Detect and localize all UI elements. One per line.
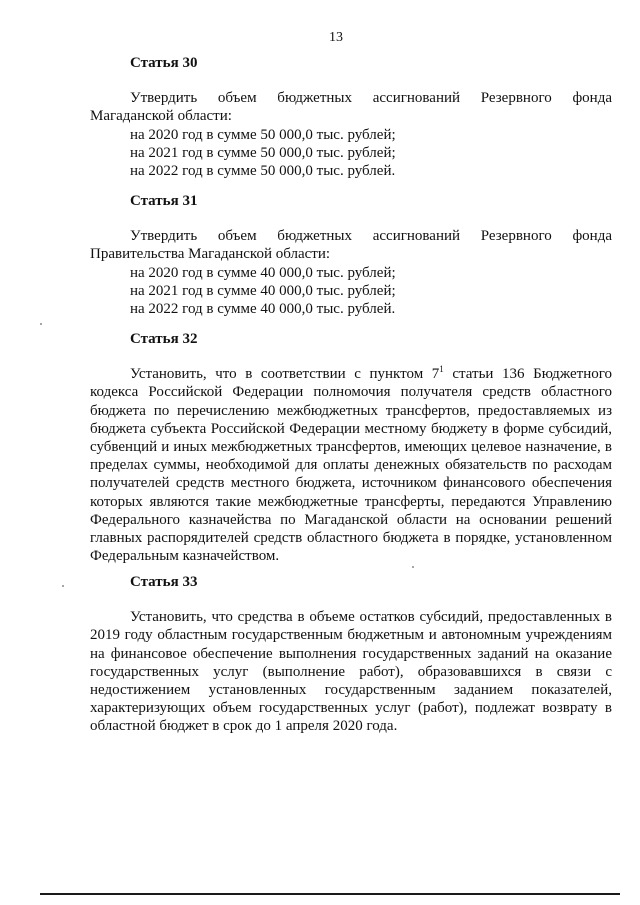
bottom-edge-line	[40, 893, 620, 895]
article-33	[90, 573, 612, 736]
budget-line: на 2021 год в сумме 40 000,0 тыс. рублей;	[130, 282, 396, 299]
article-paragraph: Утвердить объем бюджетных ассигнований Резервного фонда Магаданской области:	[90, 90, 612, 125]
article-paragraph: Утвердить объем бюджетных ассигнований Резервного фонда Правительства Магаданской области:	[90, 228, 612, 263]
article-30	[90, 54, 612, 180]
article-heading: Статья 31	[130, 193, 198, 209]
article-31	[90, 192, 612, 318]
article-heading: Статья 32	[130, 331, 198, 347]
budget-line: на 2022 год в сумме 50 000,0 тыс. рублей.	[130, 163, 396, 180]
article-heading: Статья 33	[130, 574, 198, 590]
article-paragraph	[90, 365, 612, 565]
page-number: 13	[329, 30, 343, 45]
article-heading: Статья 30	[130, 55, 198, 71]
article-32	[90, 330, 612, 565]
scan-speck	[412, 566, 414, 568]
superscript: 1	[439, 364, 444, 375]
budget-line: на 2020 год в сумме 50 000,0 тыс. рублей;	[130, 126, 396, 143]
budget-line: на 2020 год в сумме 40 000,0 тыс. рублей;	[130, 264, 396, 281]
article-paragraph: Установить, что средства в объеме остатков субсидий, предоставленных в 2019 году областным государственным бюджетным и автономным учреждениям на финансовое обеспечение выполнения государственных заданий на оказание государственных услуг (выполнение работ), образовавшихся в связи с недостижением установленных государственным заданием показателей, характеризующих объем государственных услуг (работ), подлежат возврату в областной бюджет в срок до 1 апреля 2020 года.	[90, 609, 612, 735]
budget-line: на 2022 год в сумме 40 000,0 тыс. рублей.	[130, 301, 396, 318]
paragraph-text: статьи 136 Бюджетного кодекса Российской Федерации полномочия получателя средств областного бюджета по перечислению межбюджетных трансфертов, предоставляемых из бюджета субъекта Российской Федерации местному бюджету в форме субсидий, субвенций и иных межбюджетных трансфертов, имеющих целевое назначение, в пределах суммы, необходимой для оплаты денежных обязательств по расходам получателей средств местного бюджета, источником финансового обеспечения которых являются такие межбюджетные трансферты, передаются Управлению Федерального казначейства по Магаданской области на основании решений главных распорядителей средств областного бюджета в порядке, установленном Федеральным казначейством.	[90, 366, 612, 565]
scan-speck	[62, 585, 64, 587]
budget-line: на 2021 год в сумме 50 000,0 тыс. рублей;	[130, 144, 396, 161]
scan-speck	[40, 323, 42, 325]
paragraph-text: Установить, что в соответствии с пунктом 7	[130, 366, 440, 383]
